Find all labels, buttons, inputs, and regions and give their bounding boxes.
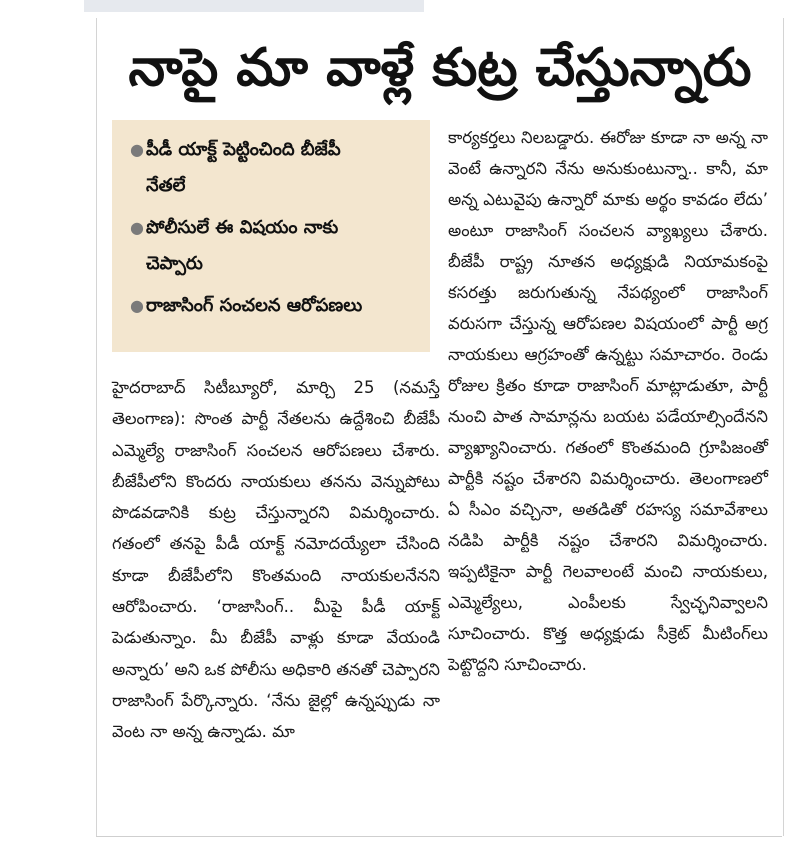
bottom-divider (96, 836, 782, 837)
highlight-item (130, 288, 420, 324)
highlight-text: పోలీసులే ఈ విషయం నాకు చెప్పారు (146, 217, 339, 274)
highlight-item (130, 132, 420, 204)
highlight-text: పీడీ యాక్ట్ పెట్టించింది బీజేపీ నేతలే (146, 139, 341, 196)
top-strip (84, 0, 424, 12)
highlight-item (130, 210, 420, 282)
bullet-icon: ● (130, 296, 144, 315)
bullet-icon: ● (130, 140, 144, 159)
article-headline: నాపై మా వాళ్లే కుట్ర చేస్తున్నారు (128, 38, 752, 98)
article-column-right (448, 122, 768, 680)
bullet-icon: ● (130, 218, 144, 237)
body-text-left: హైదరాబాద్ సిటీబ్యూరో, మార్చి 25 (నమస్తే తెలంగాణ): సొంత పార్టీ నేతలను ఉద్దేశించి బీజేపీ ఎమ్మెల్యే రాజాసింగ్ సంచలన ఆరోపణలు చేశారు. బీజేపీలోని కొందరు నాయకులు తనను వెన్నుపోటు పొడవడానికి కుట్ర చేస్తున్నారని విమర్శించారు. గతంలో తనపై పీడీ యాక్ట్ నమోదయ్యేలా చేసింది కూడా బీజేపీలోని కొంతమంది నాయకులనేనని ఆరోపించారు. ‘రాజాసింగ్.. మీపై పీడీ యాక్ట్ పెడుతున్నాం. మీ బీజేపీ వాళ్లు కూడా వేయండి అన్నారు’ అని ఒక పోలీసు అధికారి తనతో చెప్పారని రాజాసింగ్ పేర్కొన్నారు. ‘నేను జైల్లో ఉన్నప్పుడు నా వెంట నా అన్న ఉన్నాడు. మా (112, 378, 440, 742)
body-text-right: కార్యకర్తలు నిలబడ్డారు. ఈరోజు కూడా నా అన్న నా వెంటే ఉన్నారని నేను అనుకుంటున్నా.. కానీ, మా అన్న ఎటువైపు ఉన్నారో మాకు అర్థం కావడం లేదు’ అంటూ రాజాసింగ్ సంచలన వ్యాఖ్యలు చేశారు. బీజేపీ రాష్ట్ర నూతన అధ్యక్షుడి నియామకంపై కసరత్తు జరుగుతున్న నేపథ్యంలో రాజాసింగ్ వరుసగా చేస్తున్న ఆరోపణల విషయంలో పార్టీ అగ్ర నాయకులు ఆగ్రహంతో ఉన్నట్టు సమాచారం. రెండు రోజుల క్రితం కూడా రాజాసింగ్ మాట్లాడుతూ, పార్టీ నుంచి పాత సామాన్లను బయట పడేయాల్సిందేనని వ్యాఖ్యానించారు. గతంలో కొంతమంది గ్రూపిజంతో పార్టీకి నష్టం చేశారని విమర్శించారు. తెలంగాణలో ఏ సీఎం వచ్చినా, అతడితో రహస్య సమావేశాలు నడిపి పార్టీకి నష్టం చేశారని విమర్శించారు. ఇప్పటికైనా పార్టీ గెలవాలంటే మంచి నాయకులు, ఎమ్మెల్యేలు, ఎంపీలకు స్వేచ్ఛనివ్వాలని సూచించారు. కొత్త అధ్యక్షుడు సీక్రెట్ మీటింగ్‌లు పెట్టొద్దని సూచించారు. (448, 128, 768, 674)
highlight-text: రాజాసింగ్ సంచలన ఆరోపణలు (146, 295, 363, 316)
highlights-box (112, 120, 430, 352)
article-column-left (112, 372, 440, 748)
